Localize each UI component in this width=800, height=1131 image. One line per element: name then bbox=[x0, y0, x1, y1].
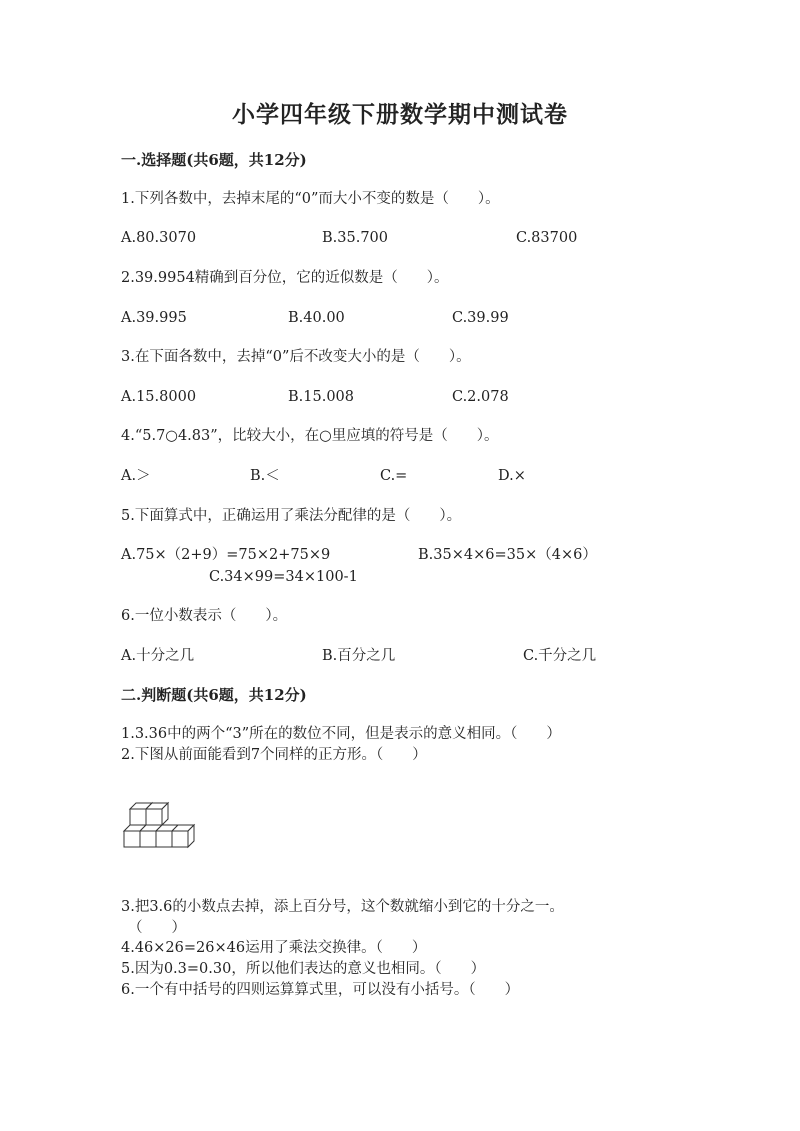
q1-option-b: B.35.700 bbox=[322, 230, 389, 246]
q4-option-d: D.× bbox=[498, 468, 526, 484]
q3-option-b: B.15.008 bbox=[288, 389, 355, 405]
section-heading-choice: 一.选择题(共6题，共12分) bbox=[121, 151, 307, 169]
question-4-text: 4.“5.7○4.83”，比较大小，在○里应填的符号是（ ）。 bbox=[121, 428, 499, 444]
question-1-text: 1.下列各数中，去掉末尾的“0”而大小不变的数是（ ）。 bbox=[121, 191, 500, 207]
judge-item-3-blank: （ ） bbox=[128, 920, 186, 936]
top-cube-2 bbox=[146, 803, 168, 825]
judge-item-2: 2.下图从前面能看到7个同样的正方形。（ ） bbox=[121, 747, 427, 763]
q4-option-b: B.＜ bbox=[250, 468, 280, 484]
judge-item-4: 4.46×26=26×46运用了乘法交换律。（ ） bbox=[121, 940, 427, 956]
judge-item-5: 5.因为0.3=0.30，所以他们表达的意义也相同。（ ） bbox=[121, 961, 486, 977]
q1-option-a: A.80.3070 bbox=[121, 230, 197, 246]
question-3-text: 3.在下面各数中，去掉“0”后不改变大小的是（ ）。 bbox=[121, 349, 471, 365]
q6-option-a: A.十分之几 bbox=[121, 648, 195, 664]
q5-option-b: B.35×4×6=35×（4×6） bbox=[418, 547, 597, 563]
q4-option-c: C.= bbox=[380, 468, 408, 484]
q3-option-c: C.2.078 bbox=[452, 389, 509, 405]
question-2-text: 2.39.9954精确到百分位，它的近似数是（ ）。 bbox=[121, 270, 449, 286]
q4-option-a: A.＞ bbox=[121, 468, 151, 484]
q5-option-c: C.34×99=34×100-1 bbox=[209, 569, 358, 585]
q6-option-c: C.千分之几 bbox=[523, 648, 597, 664]
q2-option-a: A.39.995 bbox=[121, 310, 187, 326]
q1-option-c: C.83700 bbox=[516, 230, 578, 246]
judge-item-3: 3.把3.6的小数点去掉，添上百分号，这个数就缩小到它的十分之一。 bbox=[121, 899, 564, 915]
cubes-figure bbox=[122, 801, 204, 853]
judge-item-6: 6.一个有中括号的四则运算算式里，可以没有小括号。（ ） bbox=[121, 982, 520, 998]
page-title: 小学四年级下册数学期中测试卷 bbox=[232, 101, 568, 128]
q2-option-b: B.40.00 bbox=[288, 310, 345, 326]
question-6-text: 6.一位小数表示（ ）。 bbox=[121, 608, 288, 624]
question-5-text: 5.下面算式中，正确运用了乘法分配律的是（ ）。 bbox=[121, 508, 462, 524]
bottom-cube-4 bbox=[172, 825, 194, 847]
q5-option-a: A.75×（2+9）=75×2+75×9 bbox=[121, 547, 331, 563]
section-heading-judge: 二.判断题(共6题，共12分) bbox=[121, 686, 307, 704]
judge-item-1: 1.3.36中的两个“3”所在的数位不同，但是表示的意义相同。（ ） bbox=[121, 726, 561, 742]
q6-option-b: B.百分之几 bbox=[322, 648, 396, 664]
q2-option-c: C.39.99 bbox=[452, 310, 509, 326]
q3-option-a: A.15.8000 bbox=[121, 389, 197, 405]
